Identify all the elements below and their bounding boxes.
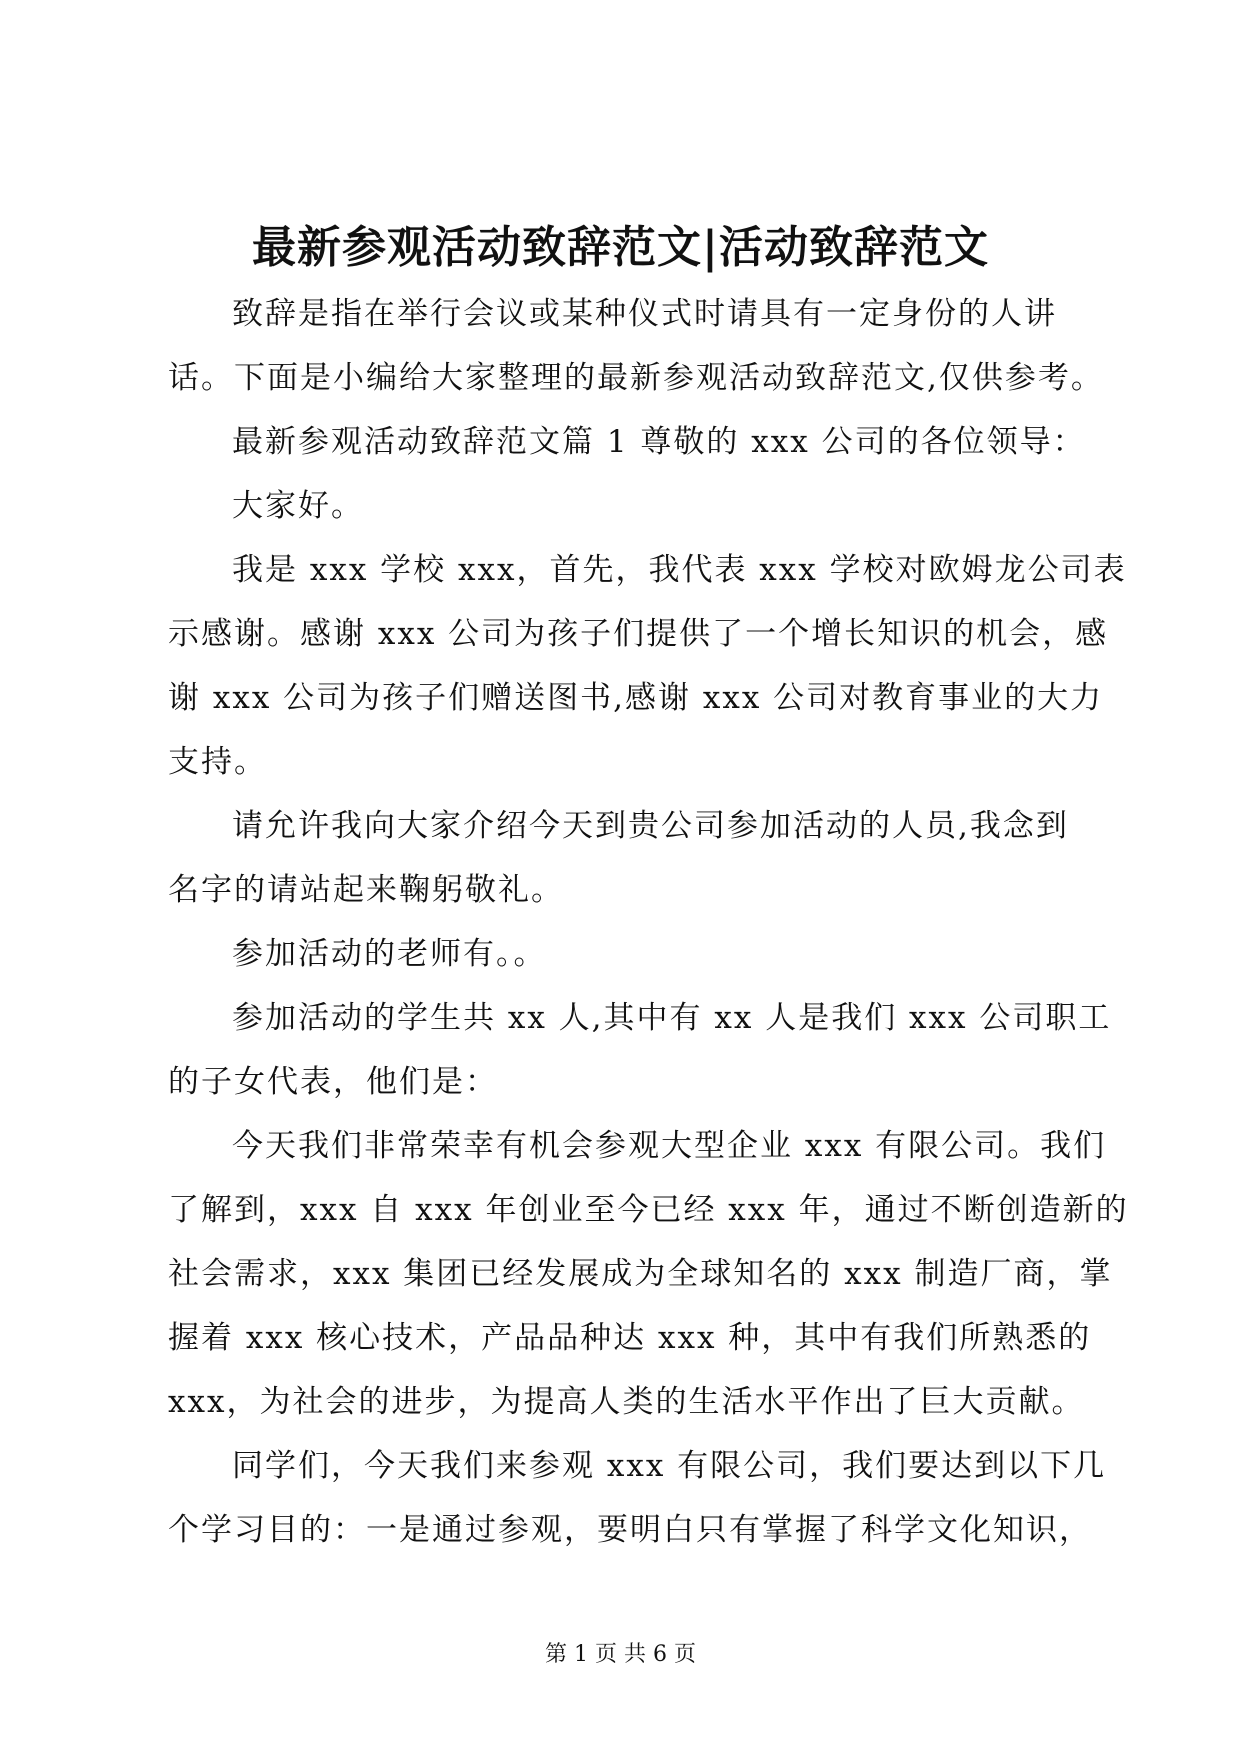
paragraph-line: 社会需求，xxx 集团已经发展成为全球知名的 xxx 制造厂商，掌 — [168, 1256, 1113, 1292]
paragraph-line: 参加活动的老师有。。 — [232, 936, 547, 972]
paragraph-line: 请允许我向大家介绍今天到贵公司参加活动的人员,我念到 — [232, 808, 1069, 844]
paragraph-line: 个学习目的：一是通过参观，要明白只有掌握了科学文化知识， — [168, 1512, 1092, 1548]
paragraph-line: 最新参观活动致辞范文篇 1 尊敬的 xxx 公司的各位领导： — [232, 424, 1086, 460]
paragraph-line: 握着 xxx 核心技术，产品品种达 xxx 种，其中有我们所熟悉的 — [168, 1320, 1092, 1356]
paragraph-line: 谢 xxx 公司为孩子们赠送图书,感谢 xxx 公司对教育事业的大力 — [168, 680, 1104, 716]
page-footer: 第 1 页 共 6 页 — [545, 1642, 696, 1667]
paragraph-line: 我是 xxx 学校 xxx，首先，我代表 xxx 学校对欧姆龙公司表 — [232, 552, 1127, 588]
paragraph-line: 了解到，xxx 自 xxx 年创业至今已经 xxx 年，通过不断创造新的 — [168, 1192, 1129, 1228]
paragraph-line: 同学们，今天我们来参观 xxx 有限公司，我们要达到以下几 — [232, 1448, 1107, 1484]
paragraph-line: 支持。 — [168, 744, 267, 780]
paragraph-line: 今天我们非常荣幸有机会参观大型企业 xxx 有限公司。我们 — [232, 1128, 1107, 1164]
paragraph-line: 参加活动的学生共 xx 人,其中有 xx 人是我们 xxx 公司职工 — [232, 1000, 1112, 1036]
paragraph-line: 名字的请站起来鞠躬敬礼。 — [168, 872, 564, 908]
paragraph-line: 大家好。 — [232, 488, 364, 524]
paragraph-line: 示感谢。感谢 xxx 公司为孩子们提供了一个增长知识的机会，感 — [168, 616, 1109, 652]
document-body — [168, 282, 1129, 1562]
paragraph-line: 致辞是指在举行会议或某种仪式时请具有一定身份的人讲 — [232, 296, 1057, 332]
paragraph-line: 的子女代表，他们是： — [168, 1064, 498, 1100]
document-title: 最新参观活动致辞范文|活动致辞范文 — [251, 222, 989, 273]
paragraph-line: xxx，为社会的进步，为提高人类的生活水平作出了巨大贡献。 — [168, 1384, 1085, 1420]
paragraph-line: 话。下面是小编给大家整理的最新参观活动致辞范文,仅供参考。 — [168, 360, 1104, 396]
